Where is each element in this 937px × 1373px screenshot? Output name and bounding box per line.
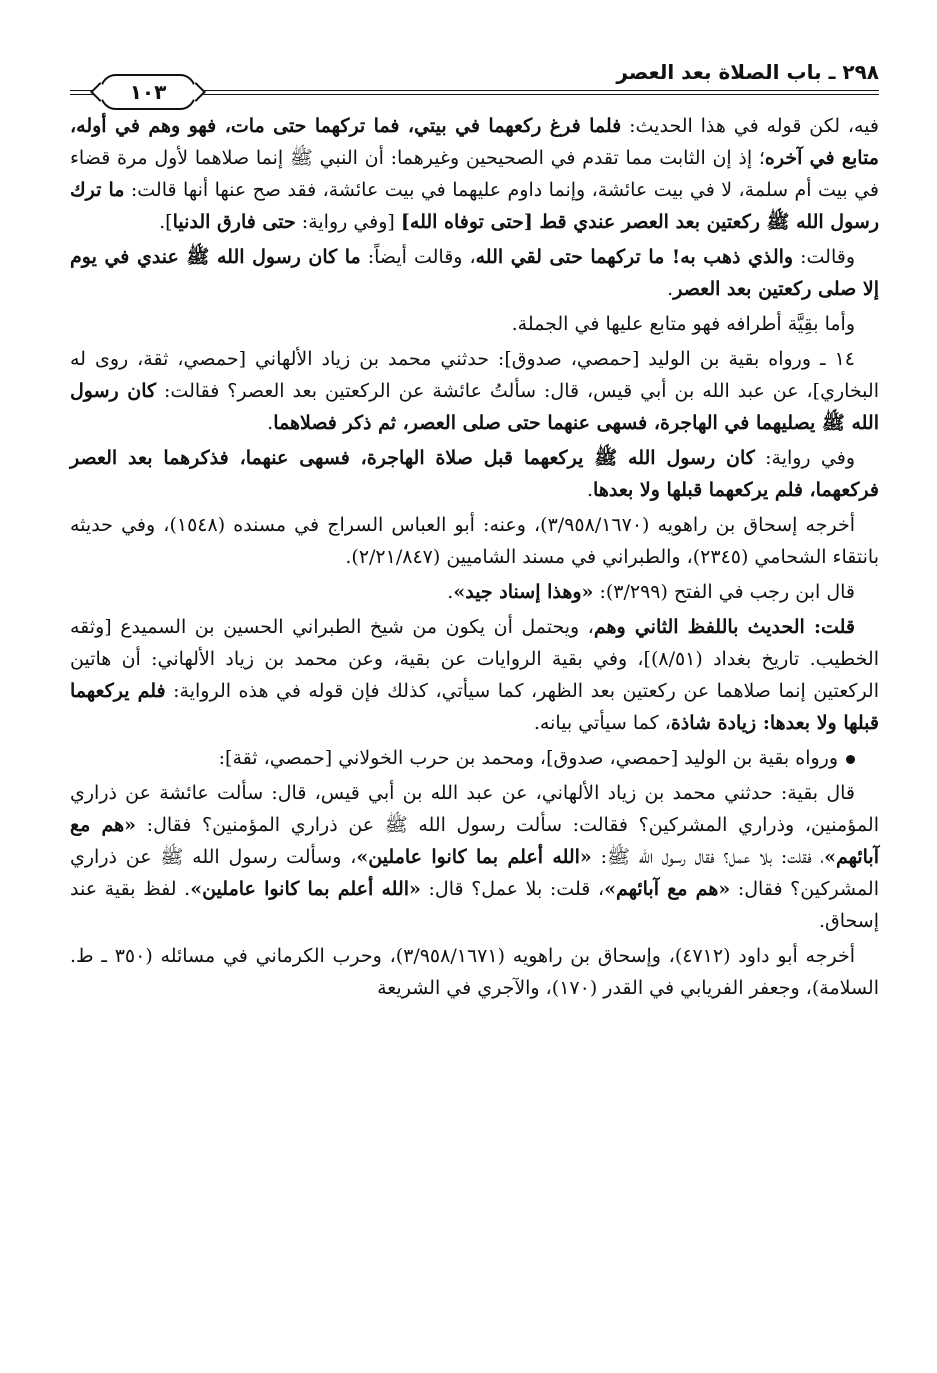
text-segment: ١٤ ـ ورواه بقية بن الوليد [حمصي، صدوق]: حدثني محمد بن زياد الألهاني [حمصي، ثقة، روى له البخاري]، عن عبد الله بن أبي قيس، قال: سألتُ عائشة عن الركعتين بعد العصر؟ فقالت: — [70, 348, 879, 402]
paragraph — [70, 442, 879, 506]
bullet-icon — [846, 755, 855, 764]
text-segment: . — [447, 581, 454, 603]
text-segment: [وفي رواية: — [295, 211, 401, 233]
body-text — [70, 110, 879, 1004]
text-segment: ، وسألت رسول الله ﷺ عن ذراري المشركين؟ فقال: — [70, 846, 879, 900]
text-segment: ؛ إذ إن الثابت مما تقدم في الصحيحين وغيرهما: أن النبي ﷺ إنما صلاهما لأول مرة قضاء في بيت أم سلمة، لا في بيت عائشة، وإنما داوم عليهما في بيت عائشة، فقد صح عنها أنها قالت: — [70, 147, 879, 201]
bold-text-segment: فلما فرغ ركعهما في بيتي، فما تركهما حتى مات، فهو وهم في أوله، متابع في آخره — [70, 115, 879, 169]
text-segment: ، قلت: بلا عمل؟ قال: — [420, 878, 605, 900]
bold-text-segment: «الله أعلم بما كانوا عاملين» — [190, 878, 421, 900]
bold-text-segment: كان رسول الله ﷺ يصليهما في الهاجرة، فسهى عنهما حتى صلى العصر، ثم ذكر فصلاهما — [70, 380, 879, 434]
document-page — [70, 58, 879, 1353]
text-segment: ، كما سيأتي بيانه. — [533, 712, 671, 734]
paragraph — [70, 777, 879, 937]
bold-text-segment: «وهذا إسناد جيد» — [453, 581, 594, 603]
bold-text-segment: فلم يركعهما قبلها ولا بعدها: زيادة شاذة — [70, 680, 879, 734]
bold-text-segment: ما ترك رسول الله ﷺ ركعتين بعد العصر عندي قط [حتى توفاه الله] — [70, 179, 879, 233]
text-segment: ، فقلت: بلا عمل؟ فقال رسول الله ﷺ: — [591, 846, 825, 868]
paragraph — [70, 742, 879, 774]
text-segment: أخرجه إسحاق بن راهويه (٣/٩٥٨/١٦٧٠)، وعنه: أبو العباس السراج في مسنده (١٥٤٨)، وفي حديثه بانتقاء الشحامي (٢٣٤٥)، والطبراني في مسند الشاميين (٢/٢١/٨٤٧). — [70, 514, 879, 568]
bold-text-segment: «الله أعلم بما كانوا عاملين» — [356, 846, 592, 868]
paragraph — [70, 110, 879, 238]
text-segment: قال بقية: حدثني محمد بن زياد الألهاني، عن عبد الله بن أبي قيس، قال: سألت عائشة عن ذراري المؤمنين، وذراري المشركين؟ فقالت: سألت رسول الله ﷺ عن ذراري المؤمنين؟ فقال: — [70, 782, 879, 836]
bold-text-segment: حتى فارق الدنيا — [172, 211, 296, 233]
paragraph — [70, 940, 879, 1004]
paragraph — [70, 509, 879, 573]
text-segment: أخرجه أبو داود (٤٧١٢)، وإسحاق بن راهويه (٣/٩٥٨/١٦٧١)، وحرب الكرماني في مسائله (٣٥٠ ـ ط. السلامة)، وجعفر الفريابي في القدر (١٧٠)، والآجري في الشريعة — [70, 945, 879, 999]
paragraph — [70, 241, 879, 305]
bold-text-segment: والذي ذهب به! ما تركهما حتى لقي الله — [475, 246, 794, 268]
text-segment: ورواه بقية بن الوليد [حمصي، صدوق]، ومحمد بن حرب الخولاني [حمصي، ثقة]: — [218, 747, 838, 769]
text-segment: فيه، لكن قوله في هذا الحديث: — [621, 115, 879, 137]
paragraph — [70, 611, 879, 739]
header-rule-left — [70, 90, 94, 95]
bold-text-segment: «هم مع آبائهم» — [604, 878, 731, 900]
text-segment: وفي رواية: — [754, 447, 855, 469]
text-segment: وأما بقِيَّة أطرافه فهو متابع عليها في الجملة. — [511, 313, 855, 335]
text-segment: . — [267, 412, 274, 434]
text-segment: . — [667, 278, 674, 300]
paragraph — [70, 576, 879, 608]
text-segment: ، وقالت أيضاً: — [360, 246, 476, 268]
bold-text-segment: قلت: الحديث باللفظ الثاني وهم — [593, 616, 855, 638]
bold-text-segment: «هم مع آبائهم» — [70, 814, 879, 868]
running-title: ٢٩٨ ـ باب الصلاة بعد العصر — [616, 60, 879, 84]
paragraph — [70, 343, 879, 439]
text-segment: ]. — [159, 211, 173, 233]
text-segment: قال ابن رجب في الفتح (٣/٢٩٩): — [593, 581, 855, 603]
text-segment: . — [587, 479, 594, 501]
paragraph — [70, 308, 879, 340]
text-segment: . لفظ بقية عند إسحاق. — [70, 878, 879, 932]
text-segment: ، ويحتمل أن يكون من شيخ الطبراني الحسين بن السميدع [وثقه الخطيب. تاريخ بغداد (٨/٥١)]، وفي بقية الروايات عن بقية، وعن محمد بن زياد الألهاني: أن هاتين الركعتين إنما صلاهما عن ركعتين بعد الظهر، كما سيأتي، كذلك فإن قوله في هذه الرواية: — [70, 616, 879, 702]
page-header — [70, 58, 879, 104]
header-rule — [200, 90, 879, 95]
page-number: ١٠٣ — [100, 74, 196, 110]
text-segment: وقالت: — [793, 246, 855, 268]
bold-text-segment: كان رسول الله ﷺ يركعهما قبل صلاة الهاجرة، فسهى عنهما، فذكرهما بعد العصر فركعهما، فلم يركعهما قبلها ولا بعدها — [70, 447, 879, 501]
bold-text-segment: ما كان رسول الله ﷺ عندي في يوم إلا صلى ركعتين بعد العصر — [70, 246, 879, 300]
